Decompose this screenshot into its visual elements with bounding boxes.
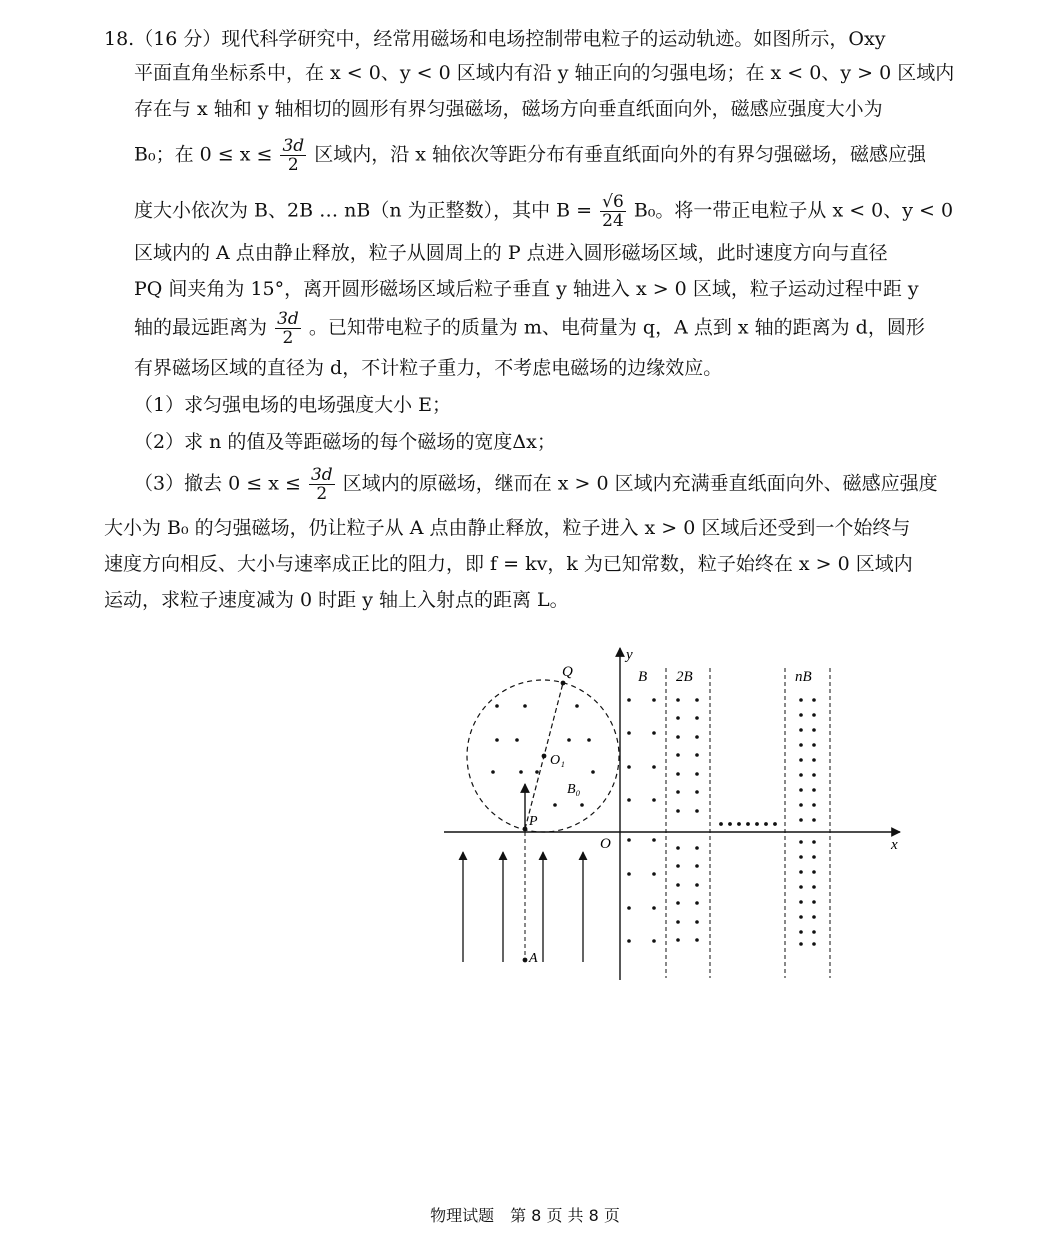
electric-field-arrows [463, 852, 583, 962]
question-line-4-a: B₀；在 0 ≤ x ≤ [134, 143, 273, 166]
label-nB: nB [795, 669, 812, 685]
part-3-b: 区域内的原磁场，继而在 x > 0 区域内充满垂直纸面向外、磁感应强度 [342, 472, 938, 495]
question-line-7: PQ 间夹角为 15°，离开圆形磁场区域后粒子垂直 y 轴进入 x > 0 区域，粒子运动过程中距 y [134, 278, 919, 300]
label-P: P [529, 814, 538, 829]
fraction-numerator: 3d [310, 465, 333, 485]
label-O1: O₁ [550, 753, 565, 768]
page-footer: 物理试题 第 8 页 共 8 页 [430, 1206, 620, 1225]
question-line-2: 平面直角坐标系中，在 x < 0、y < 0 区域内有沿 y 轴正向的匀强电场；在 x < 0、y > 0 区域内 [134, 62, 955, 84]
question-line-8-a: 轴的最远距离为 [134, 316, 268, 339]
point-P [523, 827, 528, 832]
question-line-1: 18.（16 分）现代科学研究中，经常用磁场和电场控制带电粒子的运动轨迹。如图所示，Oxy [104, 28, 886, 50]
label-Q: Q [562, 664, 573, 680]
question-line-12: 速度方向相反、大小与速率成正比的阻力，即 f = kv，k 为已知常数，粒子始终在 x > 0 区域内 [104, 553, 913, 575]
point-A [523, 958, 528, 963]
point-O1 [542, 754, 547, 759]
fraction-denominator: 2 [282, 328, 294, 348]
label-x: x [891, 837, 898, 853]
question-line-5-b: B₀。将一带正电粒子从 x < 0、y < 0 [633, 199, 954, 222]
strip-2B-dots [676, 698, 699, 942]
question-line-13: 运动，求粒子速度减为 0 时距 y 轴上入射点的距离 L。 [104, 589, 569, 611]
fraction-numerator: 3d [277, 309, 299, 329]
question-line-6: 区域内的 A 点由静止释放，粒子从圆周上的 P 点进入圆形磁场区域，此时速度方向与直径 [134, 242, 888, 264]
fraction-denominator: 2 [316, 484, 328, 504]
strip-nB-dots [799, 698, 816, 946]
part-3-a: （3）撤去 0 ≤ x ≤ [134, 472, 301, 495]
part-1: （1）求匀强电场的电场强度大小 E； [134, 394, 451, 416]
point-Q [561, 681, 566, 686]
fraction-numerator: √6 [602, 192, 624, 212]
fraction-numerator: 3d [282, 136, 305, 156]
label-B: B [638, 669, 648, 685]
question-line-8-b: 。已知带电粒子的质量为 m、电荷量为 q，A 点到 x 轴的距离为 d，圆形 [308, 316, 925, 339]
label-origin: O [600, 836, 611, 852]
strip-B-dots [627, 698, 656, 943]
part-2: （2）求 n 的值及等距磁场的每个磁场的宽度Δx； [134, 431, 556, 453]
fraction-denominator: 2 [287, 155, 299, 175]
question-line-11: 大小为 B₀ 的匀强磁场，仍让粒子从 A 点由静止释放，粒子进入 x > 0 区域后还受到一个始终与 [104, 517, 911, 539]
label-A: A [529, 951, 538, 966]
ellipsis-dots [719, 822, 777, 826]
question-line-3: 存在与 x 轴和 y 轴相切的圆形有界匀强磁场，磁场方向垂直纸面向外，磁感应强度大小为 [134, 98, 883, 120]
question-line-5-a: 度大小依次为 B、2B … nB（n 为正整数），其中 B = [134, 199, 593, 222]
question-line-9: 有界磁场区域的直径为 d，不计粒子重力，不考虑电磁场的边缘效应。 [134, 357, 723, 379]
label-2B: 2B [676, 669, 693, 685]
label-y: y [626, 647, 633, 663]
fraction-denominator: 24 [602, 211, 624, 231]
question-line-4-b: 区域内，沿 x 轴依次等距分布有垂直纸面向外的有界匀强磁场，磁感应强 [314, 143, 926, 166]
label-B0: B₀ [567, 782, 581, 797]
